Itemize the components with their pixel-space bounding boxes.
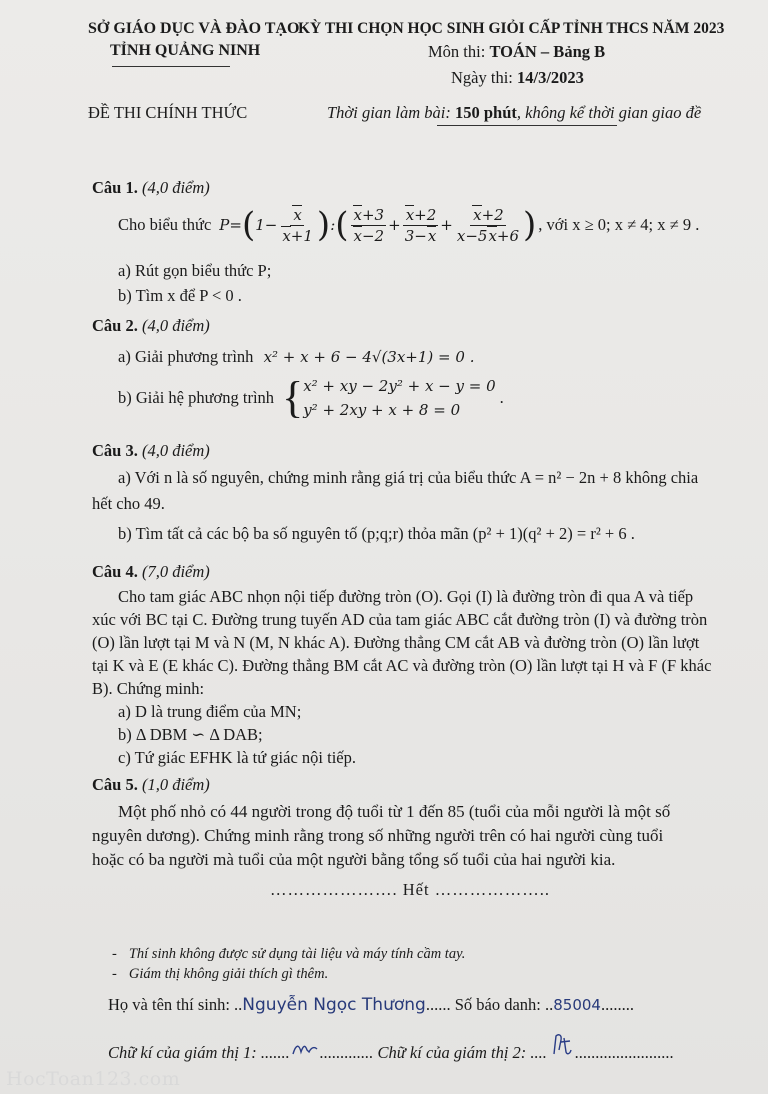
q5-points: (1,0 điểm) bbox=[141, 775, 210, 794]
q2-points: (4,0 điểm) bbox=[141, 316, 210, 335]
q4-line-2: xúc với BC tại C. Đường trung tuyến AD của tam giác ABC cắt đường tròn (I) và đường tròn bbox=[92, 610, 708, 629]
q1-title: Câu 1. bbox=[92, 178, 138, 197]
q2-b-equation-2: y² + 2xy + x + 8 = 0 bbox=[303, 401, 461, 419]
q5-heading bbox=[92, 775, 210, 795]
q2-b-equation-1: x² + xy − 2y² + x − y = 0 bbox=[303, 377, 496, 395]
exam-title: KỲ THI CHỌN HỌC SINH GIỎI CẤP TỈNH THCS NĂM 2023 bbox=[298, 20, 725, 37]
supervisor-line bbox=[108, 1030, 674, 1063]
q5-line-2: nguyên dương). Chứng minh rằng trong số những người trên có hai người cùng tuổi bbox=[92, 826, 664, 845]
q4-title: Câu 4. bbox=[92, 562, 138, 581]
q4-line-5: B). Chứng minh: bbox=[92, 679, 205, 698]
q4-part-a: a) D là trung điểm của MN; bbox=[118, 702, 302, 721]
name-tail: ...... Số báo danh: .. bbox=[425, 995, 554, 1014]
bullet-dash: - bbox=[112, 946, 117, 962]
note-1 bbox=[112, 946, 465, 963]
end-marker: …………………. Hết ……………….. bbox=[270, 880, 550, 899]
q1-intro: Cho biểu thức bbox=[118, 215, 212, 234]
time-suffix: , không kể thời gian giao đề bbox=[516, 103, 702, 122]
q1-points: (4,0 điểm) bbox=[141, 178, 210, 197]
q2-a-text: a) Giải phương trình bbox=[118, 347, 254, 366]
bullet-dash: - bbox=[112, 966, 117, 982]
date-value: 14/3/2023 bbox=[517, 68, 584, 87]
candidate-line bbox=[108, 995, 634, 1015]
q4-line-1: Cho tam giác ABC nhọn nội tiếp đường tròn (O). Gọi (I) là đường tròn đi qua A và tiếp bbox=[118, 587, 694, 606]
q1-heading bbox=[92, 178, 210, 198]
department-name: SỞ GIÁO DỤC VÀ ĐÀO TẠO bbox=[88, 20, 300, 37]
note-2-text: Giám thị không giải thích gì thêm. bbox=[128, 966, 329, 982]
q1-formula: P= ( 1− $\frac{x}{x+1}$ ) : ( $\frac{x+3}{x-2}$ + $\frac{x+2}{3-x}$ + $\frac{x+2}{x-5x+6}$ ) bbox=[219, 205, 537, 245]
header-underline-left bbox=[112, 66, 230, 67]
q3-title: Câu 3. bbox=[92, 441, 138, 460]
date-prefix: Ngày thi: bbox=[451, 68, 517, 87]
sig1-tail: ............. Chữ kí của giám thị 2: .... bbox=[319, 1043, 547, 1062]
subject-value: TOÁN – Bảng B bbox=[489, 42, 606, 61]
system-brace: { bbox=[282, 373, 304, 422]
q2-part-a bbox=[118, 347, 474, 367]
subject-prefix: Môn thi: bbox=[428, 42, 490, 61]
supervisor-1-signature bbox=[291, 1040, 319, 1058]
q2-b-text: b) Giải hệ phương trình bbox=[118, 388, 275, 407]
q3-part-a-line1: a) Với n là số nguyên, chứng minh rằng giá trị của biểu thức A = n² − 2n + 8 không chia bbox=[118, 468, 699, 487]
q5-line-1: Một phố nhỏ có 44 người trong độ tuổi từ 1 đến 85 (tuổi của mỗi người là một số bbox=[118, 802, 671, 821]
official-label: ĐỀ THI CHÍNH THỨC bbox=[88, 103, 248, 122]
q3-heading bbox=[92, 441, 210, 461]
sig2-tail: ........................ bbox=[574, 1043, 674, 1062]
q4-line-3: (O) lần lượt tại M và N (M, N khác A). Đường thẳng CM cắt AB và đường tròn (O) lần lượt bbox=[92, 633, 700, 652]
q1-part-a: a) Rút gọn biểu thức P; bbox=[118, 261, 272, 280]
q4-points: (7,0 điểm) bbox=[141, 562, 210, 581]
q2-heading bbox=[92, 316, 210, 336]
time-prefix: Thời gian làm bài: bbox=[327, 103, 455, 122]
q2-b-period: . bbox=[499, 388, 504, 407]
q1-condition: , với x ≥ 0; x ≠ 4; x ≠ 9 . bbox=[538, 215, 700, 234]
exam-date bbox=[451, 68, 584, 88]
q5-title: Câu 5. bbox=[92, 775, 138, 794]
q2-title: Câu 2. bbox=[92, 316, 138, 335]
q4-part-b: b) Δ DBM ∽ Δ DAB; bbox=[118, 725, 263, 744]
supervisor-2-signature bbox=[548, 1030, 574, 1058]
q2-a-equation: x² + x + 6 − 4√(3x+1) = 0 . bbox=[263, 348, 475, 366]
sig1-label: Chữ kí của giám thị 1: ....... bbox=[108, 1043, 290, 1062]
q3-part-b: b) Tìm tất cả các bộ ba số nguyên tố (p;q;r) thỏa mãn (p² + 1)(q² + 2) = r² + 6 . bbox=[118, 524, 635, 543]
province-name: TỈNH QUẢNG NINH bbox=[110, 42, 261, 59]
candidate-name-handwritten: Nguyễn Ngọc Thương bbox=[242, 995, 426, 1015]
q3-points: (4,0 điểm) bbox=[141, 441, 210, 460]
q3-part-a-line2: hết cho 49. bbox=[92, 494, 165, 513]
q1-part-b: b) Tìm x để P < 0 . bbox=[118, 286, 242, 305]
q4-line-4: tại K và E (E khác C). Đường thẳng BM cắt AC và đường tròn (O) lần lượt tại H và F (F khác bbox=[92, 656, 712, 675]
q5-line-3: hoặc có ba người mà tuổi của một người bằng tổng số tuổi của hai người kia. bbox=[92, 850, 616, 869]
note-2 bbox=[112, 966, 328, 983]
q1-expression-line bbox=[118, 203, 699, 247]
sbd-tail: ........ bbox=[600, 995, 634, 1014]
q4-heading bbox=[92, 562, 210, 582]
subject-line bbox=[428, 42, 605, 62]
q2-system bbox=[303, 374, 495, 422]
time-value: 150 phút bbox=[454, 103, 517, 122]
note-1-text: Thí sinh không được sử dụng tài liệu và máy tính cầm tay. bbox=[128, 946, 466, 962]
time-underline bbox=[437, 125, 617, 126]
q4-part-c: c) Tứ giác EFHK là tứ giác nội tiếp. bbox=[118, 748, 356, 767]
watermark: HocToan123.com bbox=[6, 1068, 181, 1090]
name-label: Họ và tên thí sinh: .. bbox=[108, 995, 243, 1014]
candidate-number-handwritten: 85004 bbox=[553, 996, 601, 1014]
q2-part-b bbox=[118, 371, 504, 425]
time-line bbox=[327, 103, 701, 123]
